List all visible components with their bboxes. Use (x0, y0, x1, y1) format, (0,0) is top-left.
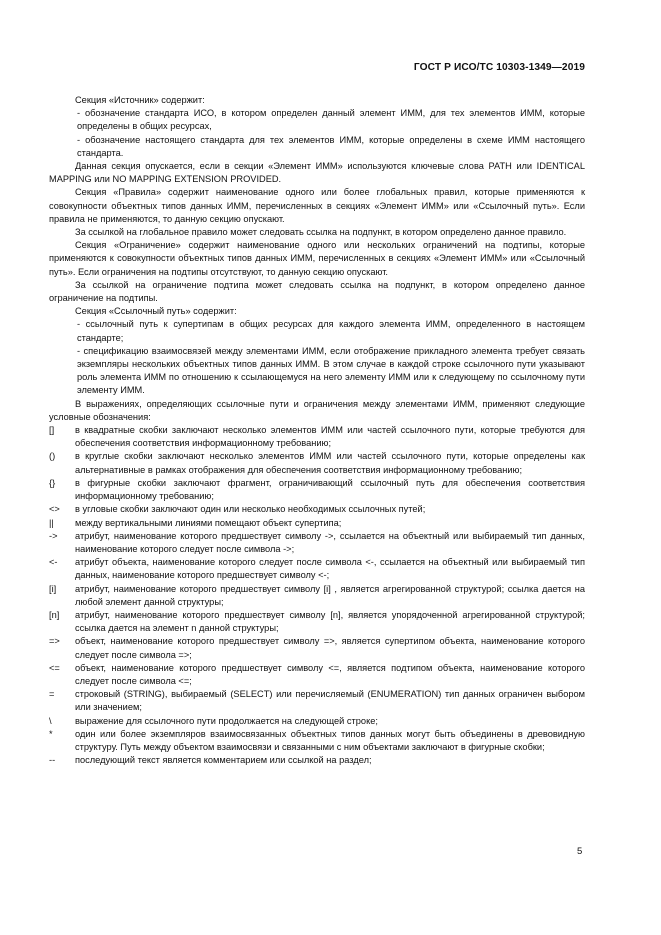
notation-row (49, 556, 585, 582)
notation-row (49, 635, 585, 661)
notation-description: атрибут, наименование которого предшествует символу [n], является упорядоченной агрегированной структурой; ссылка дается на элемент n данной структуры; (75, 609, 585, 634)
notation-description: объект, наименование которого предшествует символу <=, является подтипом объекта, наименование которого следует после символа <=; (75, 662, 585, 686)
notation-symbol: [i] (49, 583, 57, 594)
notation-symbol: -- (49, 755, 56, 766)
notation-description: объект, наименование которого предшествует символу =>, является супертипом объекта, наименование которого следует после символа =>; (75, 636, 585, 660)
notation-description: атрибут объекта, наименование которого следует после символа <-, ссылается на объектный или выбираемый тип данных, наименование которого предшествует символу <-; (75, 557, 585, 581)
notation-symbol: = (49, 689, 55, 700)
notation-symbol: () (49, 451, 56, 462)
notation-symbol: [] (49, 425, 55, 436)
paragraph: Секция «Источник» содержит: (75, 95, 205, 105)
notation-row (49, 754, 585, 767)
list-item: - обозначение настоящего стандарта для тех элементов ИММ, которые определены в схеме ИММ настоящего стандарта. (77, 134, 585, 158)
notation-symbol: || (49, 517, 54, 528)
notation-description: в угловые скобки заключают один или несколько необходимых ссылочных путей; (75, 504, 426, 515)
notation-description: строковый (STRING), выбираемый (SELECT) или перечисляемый (ENUMERATION) тип данных ограничен выбором или значением; (75, 689, 585, 713)
notation-row (49, 609, 585, 635)
notation-row (49, 728, 585, 754)
notation-row (49, 450, 585, 476)
notation-row (49, 424, 585, 450)
notation-symbol: \ (49, 715, 52, 726)
notation-row (49, 662, 585, 688)
notation-description: атрибут, наименование которого предшествует символу ->, ссылается на объектный или выбираемый тип данных, наименование которого следует после символа ->; (75, 530, 585, 554)
page-number: 5 (577, 846, 583, 857)
notation-symbol: -> (49, 530, 58, 541)
paragraph: Данная секция опускается, если в секции «Элемент ИММ» используются ключевые слова PATH или IDENTICAL MAPPING или NO MAPPING EXTENSION PROVIDED. (49, 161, 585, 185)
notation-symbol: * (49, 728, 53, 739)
notation-description: один или более экземпляров взаимосвязанных объектных типов данных могут быть объединены в древовидную структуру. Путь между объектом взаимосвязи и связанными с ним объектами заключают в фигурные скобки; (75, 728, 585, 752)
notation-row (49, 477, 585, 503)
notation-description: в фигурные скобки заключают фрагмент, ограничивающий ссылочный путь для обеспечения соответствия информационному требованию; (75, 477, 585, 502)
notation-description: атрибут, наименование которого предшествует символу [i] , является агрегированной структурой; ссылка дается на любой элемент данной структуры; (75, 583, 585, 607)
paragraph: Секция «Ссылочный путь» содержит: (75, 306, 237, 317)
notation-description: в круглые скобки заключают несколько элементов ИММ или частей ссылочного пути, которые определены как альтернативные в рамках отображения для обеспечения соответствия информационному требованию; (75, 451, 585, 475)
notation-description: последующий текст является комментарием или ссылкой на раздел; (75, 755, 372, 766)
list-item: - спецификацию взаимосвязей между элементами ИММ, если отображение прикладного элемента требует связать экземпляры нескольких объектных типов данных ИММ. В этом случае в каждой строке ссылочного пути указывают роль элемента ИММ по отношению к ссылающемуся на него элементу ИММ или к следующему по ссылочному пути элементу ИММ. (77, 345, 585, 396)
document-id-header: ГОСТ Р ИСО/ТС 10303-1349—2019 (413, 62, 585, 73)
notation-symbol: {} (49, 477, 56, 488)
document-body (49, 94, 585, 767)
notation-row (49, 503, 585, 516)
paragraph: Секция «Ограничение» содержит наименование одного или нескольких ограничений на подтипы, которые применяются к совокупности объектных типов данных ИММ, перечисленных в секциях «Элемент ИММ» или «Ссылочный путь». Если ограничения на подтипы отсутствуют, то данную секцию опускают. (49, 240, 585, 277)
notation-symbol: <> (49, 504, 60, 515)
notation-symbol: [n] (49, 609, 60, 620)
paragraph: За ссылкой на глобальное правило может следовать ссылка на подпункт, в котором определено данное правило. (75, 227, 567, 238)
notation-symbol: <- (49, 557, 58, 568)
notation-symbol: <= (49, 662, 60, 673)
notation-row (49, 530, 585, 556)
notation-row (49, 688, 585, 714)
notation-description: между вертикальными линиями помещают объект супертипа; (75, 517, 342, 528)
notation-row (49, 517, 585, 530)
paragraph: Секция «Правила» содержит наименование одного или более глобальных правил, которые применяются к совокупности объектных типов данных ИММ, перечисленных в секциях «Элемент ИММ» или «Ссылочный путь». Если правила не применяются, то данную секцию опускают. (49, 187, 585, 224)
paragraph: За ссылкой на ограничение подтипа может следовать ссылка на подпункт, в котором определено данное ограничение на подтипы. (49, 279, 585, 304)
paragraph: В выражениях, определяющих ссылочные пути и ограничения между элементами ИММ, применяют следующие условные обозначения: (49, 398, 585, 422)
notation-symbol: => (49, 636, 60, 647)
notation-description: в квадратные скобки заключают несколько элементов ИММ или частей ссылочного пути, которые требуются для обеспечения соответствия информационному требованию; (75, 425, 585, 449)
list-item: - ссылочный путь к супертипам в общих ресурсах для каждого элемента ИММ, определенного в настоящем стандарте; (77, 319, 585, 343)
list-item: - обозначение стандарта ИСО, в котором определен данный элемент ИММ, для тех элементов ИММ, которые определены в общих ресурсах, (77, 108, 585, 132)
notation-row (49, 583, 585, 609)
notation-description: выражение для ссылочного пути продолжается на следующей строке; (75, 715, 378, 726)
notation-row (49, 715, 585, 728)
